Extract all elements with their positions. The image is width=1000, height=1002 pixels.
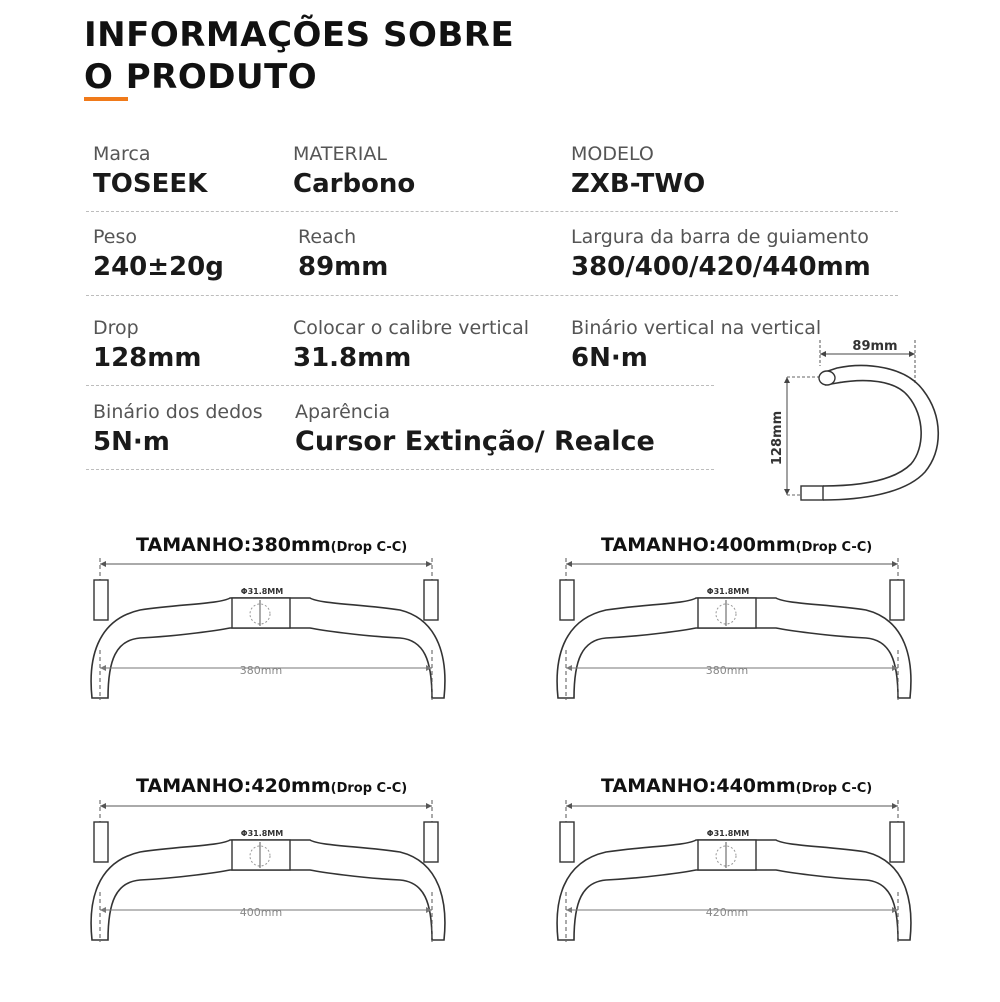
spec-calibre	[293, 316, 529, 374]
spec-label: MATERIAL	[293, 143, 387, 165]
spec-reach	[298, 225, 388, 283]
page-title-line-2: O PRODUTO	[84, 57, 318, 97]
spec-value: ZXB-TWO	[571, 169, 706, 199]
width-arrow-right	[426, 561, 432, 567]
bar-end-left	[560, 580, 574, 620]
clamp-section	[232, 598, 290, 628]
size-title-suffix: (Drop C-C)	[330, 540, 408, 555]
size-title-text: TAMANHO:380mm	[136, 534, 331, 556]
bar-end-right	[890, 580, 904, 620]
handlebar-diagram-420	[80, 792, 460, 1002]
drop-arrow-top	[784, 377, 790, 383]
spec-value: Cursor Extinção/ Realce	[295, 426, 655, 457]
drop-arrow-bottom	[784, 489, 790, 495]
spec-largura	[571, 225, 871, 283]
clamp-label: Φ31.8MM	[706, 829, 750, 838]
bar-end-left	[94, 580, 108, 620]
drop-width-label: 380mm	[239, 664, 283, 677]
size-title-text: TAMANHO:420mm	[136, 775, 331, 797]
clamp-label: Φ31.8MM	[706, 587, 750, 596]
profile-clamp-section	[819, 371, 835, 385]
spec-value: 6N·m	[571, 343, 648, 373]
drop-label: 128mm	[770, 410, 785, 466]
spec-value: Carbono	[293, 169, 416, 199]
clamp-section	[698, 840, 756, 870]
size-title-suffix: (Drop C-C)	[795, 781, 873, 796]
spec-value: 380/400/420/440mm	[571, 252, 871, 282]
side-profile-diagram	[765, 330, 965, 520]
spec-label: Colocar o calibre vertical	[293, 317, 530, 339]
drop-width-label: 380mm	[705, 664, 749, 677]
width-arrow-left	[566, 561, 572, 567]
reach-arrow-right	[909, 351, 915, 357]
handlebar-diagram-440	[546, 792, 926, 1002]
spec-value: 89mm	[298, 252, 389, 282]
bar-end-right	[424, 822, 438, 862]
width-arrow-right	[892, 561, 898, 567]
spec-marca	[93, 142, 207, 200]
spec-drop	[93, 316, 201, 374]
width-arrow-left	[566, 803, 572, 809]
row-divider	[86, 469, 714, 470]
handlebar-diagram-400	[546, 550, 926, 760]
clamp-section	[232, 840, 290, 870]
spec-peso	[93, 225, 224, 283]
bar-end-right	[890, 822, 904, 862]
row-divider	[86, 211, 898, 212]
bar-end-left	[560, 822, 574, 862]
spec-label: Marca	[93, 143, 151, 165]
spec-label: Binário vertical na vertical	[571, 317, 822, 339]
profile-inner-curve	[823, 381, 921, 486]
size-title-text: TAMANHO:440mm	[601, 775, 796, 797]
width-arrow-right	[892, 803, 898, 809]
spec-label: Binário dos dedos	[93, 401, 263, 423]
size-title-suffix: (Drop C-C)	[330, 781, 408, 796]
page-title-line-1: INFORMAÇÕES SOBRE	[84, 15, 515, 55]
spec-label: Reach	[298, 226, 357, 248]
bar-end-right	[424, 580, 438, 620]
size-title-suffix: (Drop C-C)	[795, 540, 873, 555]
spec-value: 240±20g	[93, 252, 224, 282]
spec-modelo	[571, 142, 705, 200]
spec-label: Peso	[93, 226, 137, 248]
profile-drop-end	[801, 486, 823, 500]
handlebar-diagram-380	[80, 550, 460, 760]
row-divider	[86, 385, 714, 386]
spec-label: Aparência	[295, 401, 391, 423]
clamp-label: Φ31.8MM	[240, 587, 284, 596]
reach-arrow-left	[820, 351, 826, 357]
drop-width-label: 420mm	[705, 906, 749, 919]
spec-aparencia	[295, 400, 655, 458]
spec-value: 31.8mm	[293, 343, 412, 373]
spec-value: TOSEEK	[93, 169, 208, 199]
width-arrow-right	[426, 803, 432, 809]
spec-label: Drop	[93, 317, 139, 339]
drop-width-label: 400mm	[239, 906, 283, 919]
clamp-label: Φ31.8MM	[240, 829, 284, 838]
spec-label: MODELO	[571, 143, 654, 165]
spec-value: 5N·m	[93, 427, 170, 457]
reach-label: 89mm	[852, 339, 898, 354]
clamp-section	[698, 598, 756, 628]
width-arrow-left	[100, 561, 106, 567]
spec-binario-dedos	[93, 400, 263, 458]
spec-value: 128mm	[93, 343, 202, 373]
spec-material	[293, 142, 415, 200]
spec-label: Largura da barra de guiamento	[571, 226, 869, 248]
size-title-text: TAMANHO:400mm	[601, 534, 796, 556]
width-arrow-left	[100, 803, 106, 809]
row-divider	[86, 295, 898, 296]
bar-end-left	[94, 822, 108, 862]
